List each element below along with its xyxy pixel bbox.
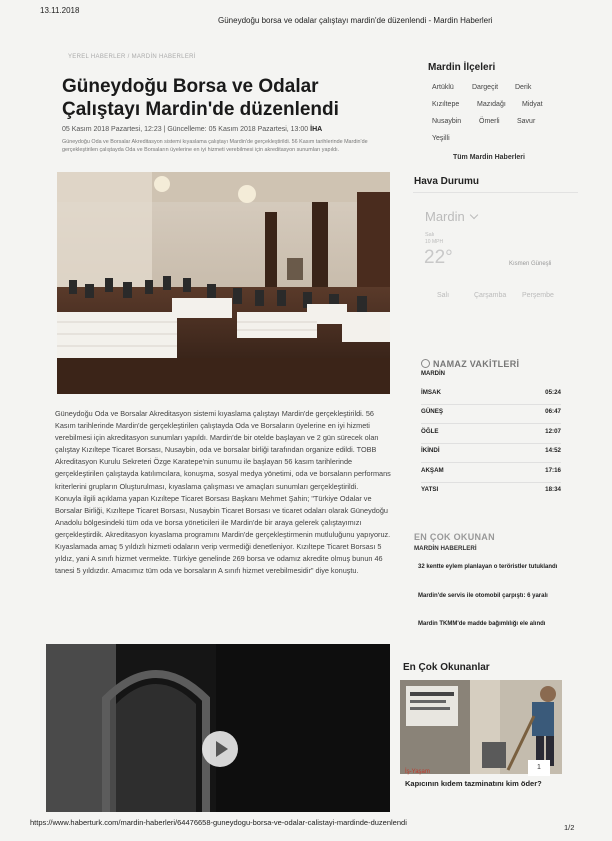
breadcrumb-item-mardin-news[interactable]: MARDİN HABERLERİ (131, 54, 196, 60)
district-link[interactable]: Dargeçit (472, 84, 499, 91)
article-dates: 05 Kasım 2018 Pazartesi, 12:23 | Güncelleme: 05 Kasım 2018 Pazartesi, 13:00 (62, 126, 309, 133)
print-page-title: Güneydoğu borsa ve odalar çalıştayı mardin'de düzenlendi - Mardin Haberleri (218, 16, 493, 25)
prayer-row: AKŞAM 17:16 (421, 463, 561, 483)
district-link[interactable]: Ömerli (479, 118, 500, 125)
most-read-item[interactable]: 32 kentte eylem planlayan o teröristler tutuklandı (418, 564, 558, 570)
article-body (55, 408, 395, 577)
popular-title: En Çok Okunanlar (403, 662, 490, 673)
weather-temperature: 22° (424, 247, 453, 268)
print-url: https://www.haberturk.com/mardin-haberleri/64476658-guneydogu-borsa-ve-odalar-calistayi-mardinde-duzenlendi (30, 818, 407, 827)
video-player[interactable] (46, 644, 390, 812)
prayer-row: ÖĞLE 12:07 (421, 424, 561, 444)
prayer-row: İMSAK 05:24 (421, 385, 561, 405)
popular-category[interactable]: İş-Yaşam (405, 769, 430, 775)
weather-tab-day[interactable]: Çarşamba (474, 292, 507, 299)
play-button[interactable] (202, 731, 238, 767)
breadcrumb (68, 54, 196, 60)
most-read-title: EN ÇOK OKUNAN (414, 532, 495, 542)
popular-rank-badge: 1 (528, 760, 550, 776)
weather-title: Hava Durumu (414, 176, 480, 187)
video-thumbnail (46, 644, 390, 812)
popular-headline[interactable]: Kapıcının kıdem tazminatını kim öder? (405, 779, 542, 788)
district-link[interactable]: Artüklü (432, 84, 454, 91)
prayer-row: İKİNDİ 14:52 (421, 443, 561, 463)
weather-divider (413, 192, 578, 193)
clock-icon (421, 359, 430, 368)
article-paragraph-2: Konuyla ilgili açıklama yapan Kızıltepe Ticaret Borsası Başkanı Mehmet Şahin; "Türkiye Odalar ve Borsalar Birliği, Kızıltepe Ticaret Borsası, Nusaybin Ticaret Borsası ve ticaret odaları olarak Güneydoğu Anadolu bölgesindeki tüm oda ve borsa yöneticileri ile Mardin'de bir araya gelerek çalıştayımızı gerçekleştirdik. Akreditasyon kıyaslama programını Mardin'de gerçekleştirmenin mutluluğunu yapıyoruz. Kıyaslamada amaç 5 yıldızlı hizmeti odaların verip vermediği denetleniyor. Kızıltepe Ticaret Borsası 5 yıldız, yani A sınıfı hizmet vermekte. Türkiye genelinde 269 borsa ve odamız akredite olmuş bunun 46 tanesi 5 yıldızdır. Amacımız tüm oda ve borsaların A sınıfı hizmet verebilmesidir" diye konuştu. (55, 493, 391, 576)
district-link[interactable]: Yeşilli (432, 135, 450, 142)
chevron-down-icon (470, 211, 478, 219)
weather-city-select[interactable]: Mardin (425, 209, 477, 224)
breadcrumb-separator: / (127, 54, 132, 60)
article-title: Güneydoğu Borsa ve Odalar Çalıştayı Mardin'de düzenlendi (62, 76, 339, 120)
district-link[interactable]: Savur (517, 118, 536, 125)
prayer-times-title: NAMAZ VAKİTLERİ (421, 358, 519, 369)
article-summary: Güneydoğu Oda ve Borsalar Akreditasyon sistemi kıyaslama çalıştayı Mardin'de gerçekleştirildi. 56 Kasım tarihlerinde Mardin'de gerçekleştirilen çalıştayda Oda ve Borsaların üyelerine en iyi hizmeti verebilmesi için akreditasyon sunumları yapıldı. (62, 139, 368, 153)
most-read-item[interactable]: Mardin'de servis ile otomobil çarpıştı: 6 yaralı (418, 593, 548, 599)
prayer-row: GÜNEŞ 06:47 (421, 404, 561, 424)
conference-hall-image (57, 172, 390, 394)
print-date: 13.11.2018 (40, 6, 80, 15)
most-read-subtitle: MARDİN HABERLERİ (414, 545, 477, 552)
prayer-row: YATSI 18:34 (421, 486, 561, 493)
weather-day: Salı (425, 232, 435, 238)
article-meta (62, 126, 322, 133)
print-page-number: 1/2 (564, 823, 575, 832)
district-link[interactable]: Derik (515, 84, 532, 91)
prayer-times-city: MARDİN (421, 371, 445, 377)
district-link[interactable]: Midyat (522, 101, 543, 108)
weather-description: Kısmen Güneşli (509, 261, 552, 267)
article-paragraph-1: Güneydoğu Oda ve Borsalar Akreditasyon sistemi kıyaslama çalıştayı Mardin'de gerçekleştirildi. 56 Kasım tarihlerinde Mardin'de gerçekleştirilen çalıştayda Oda ve Borsaların üyelerine en iyi hizmeti verebilmesi için akreditasyon sunumları yapıldı. Mardin'de bir otelde başlayan ve 2 gün sürecek olan çalıştay Kızıltepe Ticaret Borsası, Nusaybin, oda ve borsalar birliği tarafından organize edildi. TOBB Akreditasyon Kurulu Sekreteri Özge Karatepe'nin sunumu ile başlayan 56 kasım tarihlerinde gerçekleştirilen çalıştayda katılımcılara, konuşma, sosyal medya yönetimi, oda ve borsaların performans kriterlerini grupların Oluşturulması, kıyaslama çalışması ve amaçları sunumları gerçekleştirildi. (55, 409, 391, 491)
all-mardin-news-link[interactable]: Tüm Mardin Haberleri (453, 154, 525, 161)
weather-tab-day[interactable]: Perşembe (522, 292, 554, 299)
district-link[interactable]: Mazıdağı (477, 101, 506, 108)
article-source: İHA (310, 126, 323, 133)
weather-wind: 10 MPH (425, 239, 444, 245)
weather-tab-day[interactable]: Salı (437, 292, 450, 299)
most-read-item[interactable]: Mardin TKMM'de madde bağımlılığı ele alındı (418, 621, 546, 627)
districts-title: Mardin İlçeleri (428, 62, 496, 73)
district-link[interactable]: Kızıltepe (432, 101, 460, 108)
district-link[interactable]: Nusaybin (432, 118, 462, 125)
breadcrumb-item-local-news[interactable]: YEREL HABERLER (68, 54, 126, 60)
article-photo (57, 172, 390, 394)
